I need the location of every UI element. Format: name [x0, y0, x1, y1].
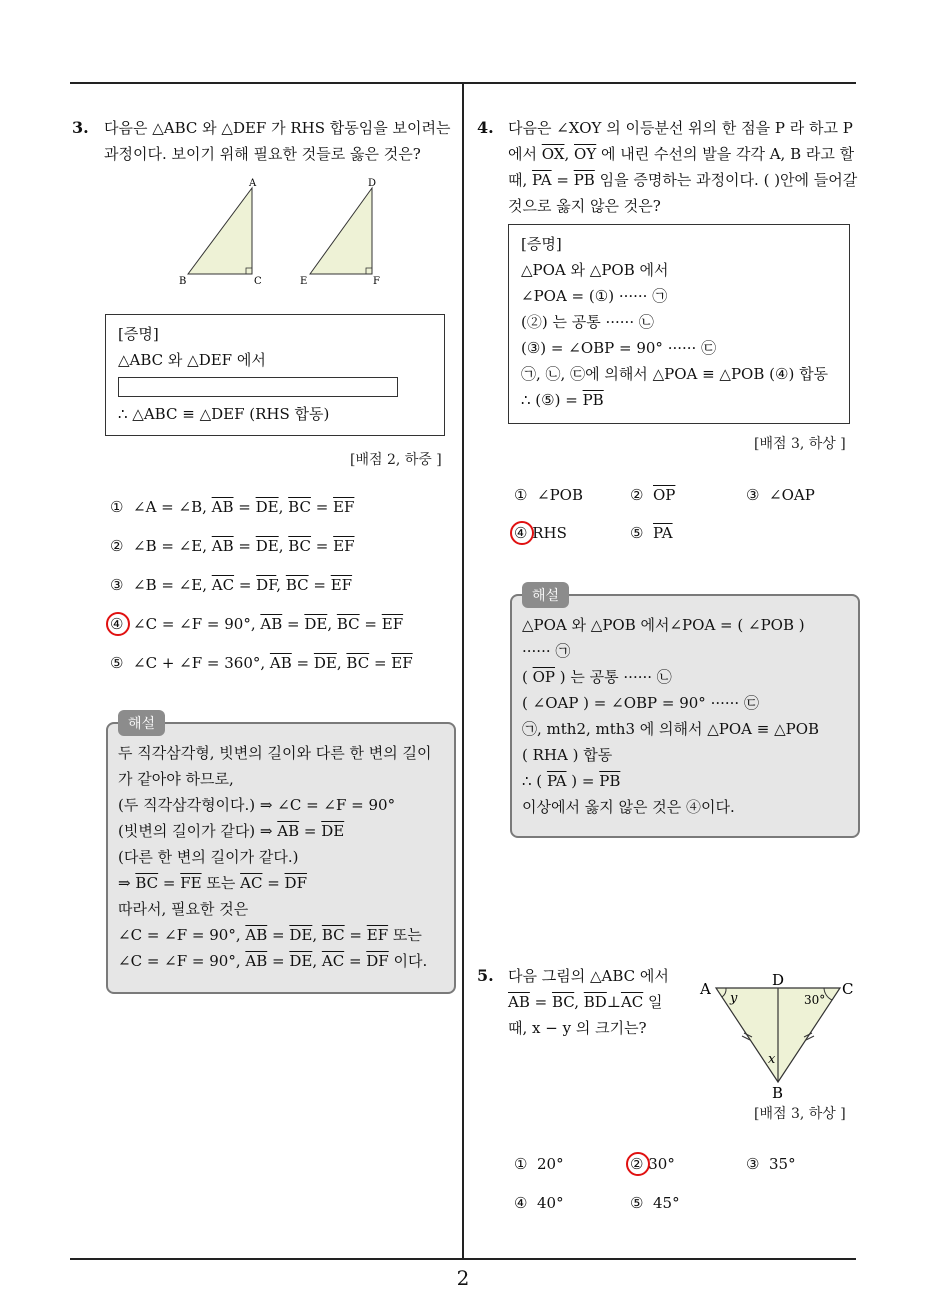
angle-x-label: x — [768, 1052, 776, 1067]
proof-box — [508, 224, 850, 424]
choice-2[interactable]: ② ∠B = ∠E, $\overline{AB} = \overline{DE}$, $\overline{BC} = \overline{EF}$ — [110, 537, 355, 555]
vertex-label: E — [300, 276, 308, 287]
explanation-tag: 해설 — [522, 582, 569, 608]
vertex-label: A — [249, 178, 257, 189]
explanation-line: ······ ㉠ — [522, 642, 571, 660]
choice-3[interactable]: ③ ∠OAP — [746, 486, 815, 504]
triangle-figure — [170, 172, 400, 292]
question-text-line: 다음 그림의 △ABC 에서 — [508, 967, 669, 985]
proof-box — [105, 314, 445, 436]
explanation-line: ∠C = ∠F = 90°, $\overline{AB} = \overline{DE}$, $\overline{AC} = \overline{DF}$ 이다. — [118, 952, 428, 970]
explanation-line: (두 직각삼각형이다.) ⇒ ∠C = ∠F = 90° — [118, 796, 396, 814]
explanation-line: 이상에서 옳지 않은 것은 ④이다. — [522, 798, 735, 816]
bottom-rule — [70, 1258, 856, 1260]
answer-mark — [510, 521, 534, 545]
explanation-line: 두 직각삼각형, 빗변의 길이와 다른 한 변의 길이 — [118, 744, 432, 762]
vertex-label: C — [842, 980, 854, 998]
choice-1[interactable]: ① ∠A = ∠B, $\overline{AB} = \overline{DE}$, $\overline{BC} = \overline{EF}$ — [110, 498, 355, 516]
proof-line: ∴ △ABC ≡ △DEF (RHS 합동) — [118, 405, 330, 423]
explanation-box — [510, 594, 860, 838]
page-number: 2 — [456, 1266, 470, 1290]
question-text — [508, 115, 857, 219]
question-text — [508, 963, 669, 1041]
proof-line: ㉠, ㉡, ㉢에 의해서 △POA ≡ △POB (④) 합동 — [521, 365, 829, 383]
explanation-line: ㉠, mth2, mth3 에 의해서 △POA ≡ △POB — [522, 720, 820, 738]
question-text-line: $\overline{AB} = \overline{BC}$, $\overline{BD}\perp\overline{AC}$ 일 — [508, 993, 663, 1011]
proof-line: (②) 는 공통 ······ ㉡ — [521, 313, 654, 331]
proof-line: ∠POA = (①) ······ ㉠ — [521, 287, 668, 305]
explanation-line: ⇒ $\overline{BC} = \overline{FE}$ 또는 $\overline{AC} = \overline{DF}$ — [118, 874, 307, 892]
explanation-line: 따라서, 필요한 것은 — [118, 900, 249, 918]
explanation-line: △POA 와 △POB 에서∠POA = ( ∠POB ) — [522, 616, 805, 634]
explanation-line: (다른 한 변의 길이가 같다.) — [118, 848, 299, 866]
answer-mark — [106, 612, 130, 636]
proof-line: △ABC 와 △DEF 에서 — [118, 351, 266, 369]
vertex-label: B — [179, 276, 187, 287]
explanation-tag: 해설 — [118, 710, 165, 736]
question-text-line: 때, $\overline{PA} = \overline{PB}$ 임을 증명하는 과정이다. ( )안에 들어갈 — [508, 171, 858, 189]
explanation-line: (빗변의 길이가 같다) ⇒ $\overline{AB} = \overline{DE}$ — [118, 822, 345, 840]
choice-2[interactable]: ② $\overline{OP}$ — [630, 486, 676, 504]
explanation-line: ∠C = ∠F = 90°, $\overline{AB} = \overline{DE}$, $\overline{BC} = \overline{EF}$ 또는 — [118, 926, 422, 944]
proof-line: (③) = ∠OBP = 90° ······ ㉢ — [521, 339, 717, 357]
vertex-label: F — [373, 276, 380, 287]
answer-blank[interactable] — [118, 377, 398, 397]
choice-5[interactable]: ⑤ 45° — [630, 1194, 680, 1212]
score-label: [배점 3, 하상 ] — [754, 1106, 846, 1122]
vertex-label: B — [772, 1084, 784, 1102]
explanation-box — [106, 722, 456, 994]
question-number: 3. — [72, 118, 89, 137]
answer-mark — [626, 1152, 650, 1176]
vertex-label: D — [368, 178, 377, 189]
question-text-line: 에서 $\overline{OX}$, $\overline{OY}$ 에 내린 수선의 발을 각각 A, B 라고 할 — [508, 145, 855, 163]
choice-2[interactable]: ② 30° — [630, 1155, 675, 1173]
proof-title: [증명] — [118, 325, 159, 343]
explanation-line: ( RHA ) 합동 — [522, 746, 613, 764]
question-number: 4. — [477, 118, 494, 137]
angle-y-label: y — [730, 991, 738, 1006]
question-text-line: 다음은 △ABC 와 △DEF 가 RHS 합동임을 보이려는 — [104, 119, 451, 137]
vertex-label: C — [254, 276, 262, 287]
explanation-line: ( ∠OAP ) = ∠OBP = 90° ······ ㉢ — [522, 694, 759, 712]
vertex-label: D — [772, 971, 785, 989]
angle-30-label: 30° — [804, 993, 826, 1007]
question-text-line: 때, x − y 의 크기는? — [508, 1019, 647, 1037]
question-text-line: 과정이다. 보이기 위해 필요한 것들로 옳은 것은? — [104, 145, 421, 163]
vertex-label: A — [700, 980, 711, 998]
question-text-line: 다음은 ∠XOY 의 이등분선 위의 한 점을 P 라 하고 P — [508, 119, 853, 137]
choice-1[interactable]: ① 20° — [514, 1155, 564, 1173]
question-number: 5. — [477, 966, 494, 985]
choice-5[interactable]: ⑤ ∠C + ∠F = 360°, $\overline{AB} = \overline{DE}$, $\overline{BC} = \overline{EF}$ — [110, 654, 413, 672]
column-divider — [462, 82, 464, 1260]
question-text-line: 것으로 옳지 않은 것은? — [508, 197, 661, 215]
isosceles-triangle-figure — [698, 970, 858, 1102]
score-label: [배점 3, 하상 ] — [754, 436, 846, 452]
choice-4[interactable]: ④ 40° — [514, 1194, 564, 1212]
explanation-line: ∴ ( $\overline{PA}$ ) = $\overline{PB}$ — [522, 772, 621, 790]
score-label: [배점 2, 하중 ] — [350, 452, 442, 468]
choice-4[interactable]: ④ ∠C = ∠F = 90°, $\overline{AB} = \overline{DE}$, $\overline{BC} = \overline{EF}$ — [110, 615, 404, 633]
choice-3[interactable]: ③ 35° — [746, 1155, 796, 1173]
proof-line: △POA 와 △POB 에서 — [521, 261, 669, 279]
proof-title: [증명] — [521, 235, 562, 253]
explanation-line: ( $\overline{OP}$ ) 는 공통 ······ ㉡ — [522, 668, 672, 686]
proof-line: ∴ (⑤) = $\overline{PB}$ — [521, 391, 604, 409]
choice-1[interactable]: ① ∠POB — [514, 486, 583, 504]
choice-4[interactable]: ④ RHS — [514, 524, 567, 542]
choice-5[interactable]: ⑤ $\overline{PA}$ — [630, 524, 673, 542]
choice-3[interactable]: ③ ∠B = ∠E, $\overline{AC} = \overline{DF}$, $\overline{BC} = \overline{EF}$ — [110, 576, 353, 594]
question-text — [104, 115, 450, 167]
explanation-line: 가 같아야 하므로, — [118, 770, 234, 788]
